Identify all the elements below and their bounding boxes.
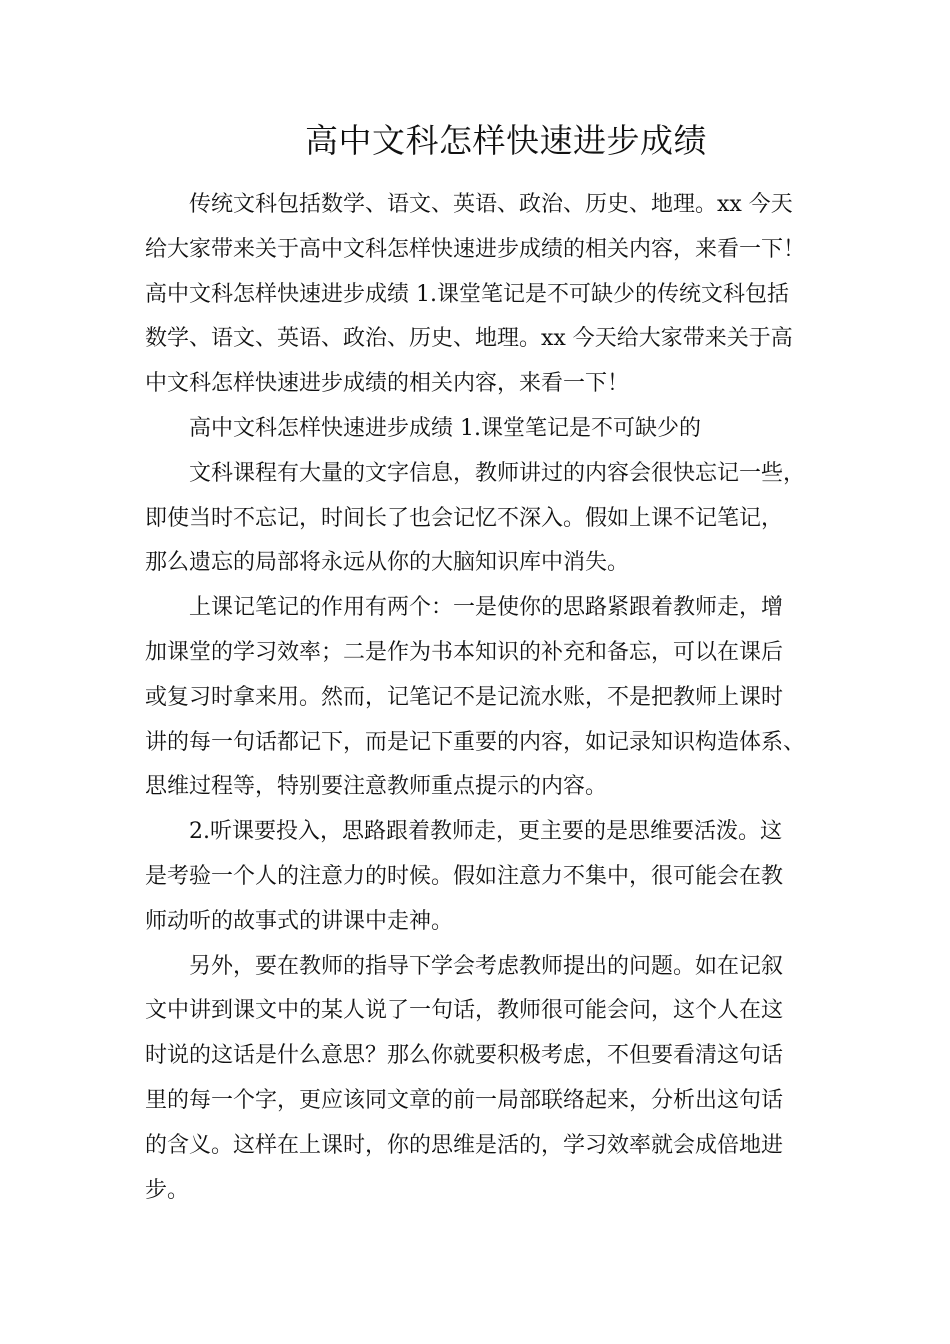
paragraph-line: 步。 xyxy=(145,1177,190,1203)
paragraph-line: 2.听课要投入，思路跟着教师走，更主要的是思维要活泼。这 xyxy=(189,819,782,845)
paragraph-line: 讲的每一句话都记下，而是记下重要的内容，如记录知识构造体系、 xyxy=(145,729,806,755)
paragraph-2 xyxy=(145,407,829,452)
paragraph-line: 另外，要在教师的指导下学会考虑教师提出的问题。如在记叙 xyxy=(189,953,784,979)
paragraph-line: 文中讲到课文中的某人说了一句话，教师很可能会问，这个人在这 xyxy=(145,998,784,1024)
paragraph-line: 的含义。这样在上课时，你的思维是活的，学习效率就会成倍地进 xyxy=(145,1132,784,1158)
paragraph-line: 给大家带来关于高中文科怎样快速进步成绩的相关内容，来看一下！ xyxy=(145,236,806,262)
paragraph-line: 时说的这话是什么意思？那么你就要积极考虑，不但要看清这句话 xyxy=(145,1043,784,1069)
paragraph-line: 上课记笔记的作用有两个：一是使你的思路紧跟着教师走，增 xyxy=(189,595,784,621)
paragraph-line: 中文科怎样快速进步成绩的相关内容，来看一下！ xyxy=(145,371,630,397)
paragraph-line: 那么遗忘的局部将永远从你的大脑知识库中消失。 xyxy=(145,550,630,576)
paragraph-3 xyxy=(145,452,829,586)
paragraph-line: 里的每一个字，更应该同文章的前一局部联络起来，分析出这句话 xyxy=(145,1087,784,1113)
paragraph-4 xyxy=(145,586,829,810)
paragraph-line: 传统文科包括数学、语文、英语、政治、历史、地理。xx 今天 xyxy=(189,192,793,217)
paragraph-line: 即使当时不忘记，时间长了也会记忆不深入。假如上课不记笔记， xyxy=(145,505,784,531)
paragraph-line: 加课堂的学习效率；二是作为书本知识的补充和备忘，可以在课后 xyxy=(145,639,784,665)
paragraph-5 xyxy=(145,810,829,944)
paragraph-line: 思维过程等，特别要注意教师重点提示的内容。 xyxy=(145,774,608,800)
paragraph-line: 是考验一个人的注意力的时候。假如注意力不集中，很可能会在教 xyxy=(145,863,784,889)
document-title: 高中文科怎样快速进步成绩 xyxy=(305,121,707,160)
paragraph-line: 或复习时拿来用。然而，记笔记不是记流水账，不是把教师上课时 xyxy=(145,684,784,710)
paragraph-line: 高中文科怎样快速进步成绩 1.课堂笔记是不可缺少的 xyxy=(189,415,701,441)
paragraph-line: 师动听的故事式的讲课中走神。 xyxy=(145,908,454,934)
paragraph-line: 数学、语文、英语、政治、历史、地理。xx 今天给大家带来关于高 xyxy=(145,326,793,352)
paragraph-6 xyxy=(145,945,829,1214)
paragraph-line: 高中文科怎样快速进步成绩 1.课堂笔记是不可缺少的传统文科包括 xyxy=(145,281,789,307)
document-body xyxy=(145,183,829,1213)
paragraph-1 xyxy=(145,183,829,407)
paragraph-line: 文科课程有大量的文字信息，教师讲过的内容会很快忘记一些， xyxy=(189,460,806,486)
